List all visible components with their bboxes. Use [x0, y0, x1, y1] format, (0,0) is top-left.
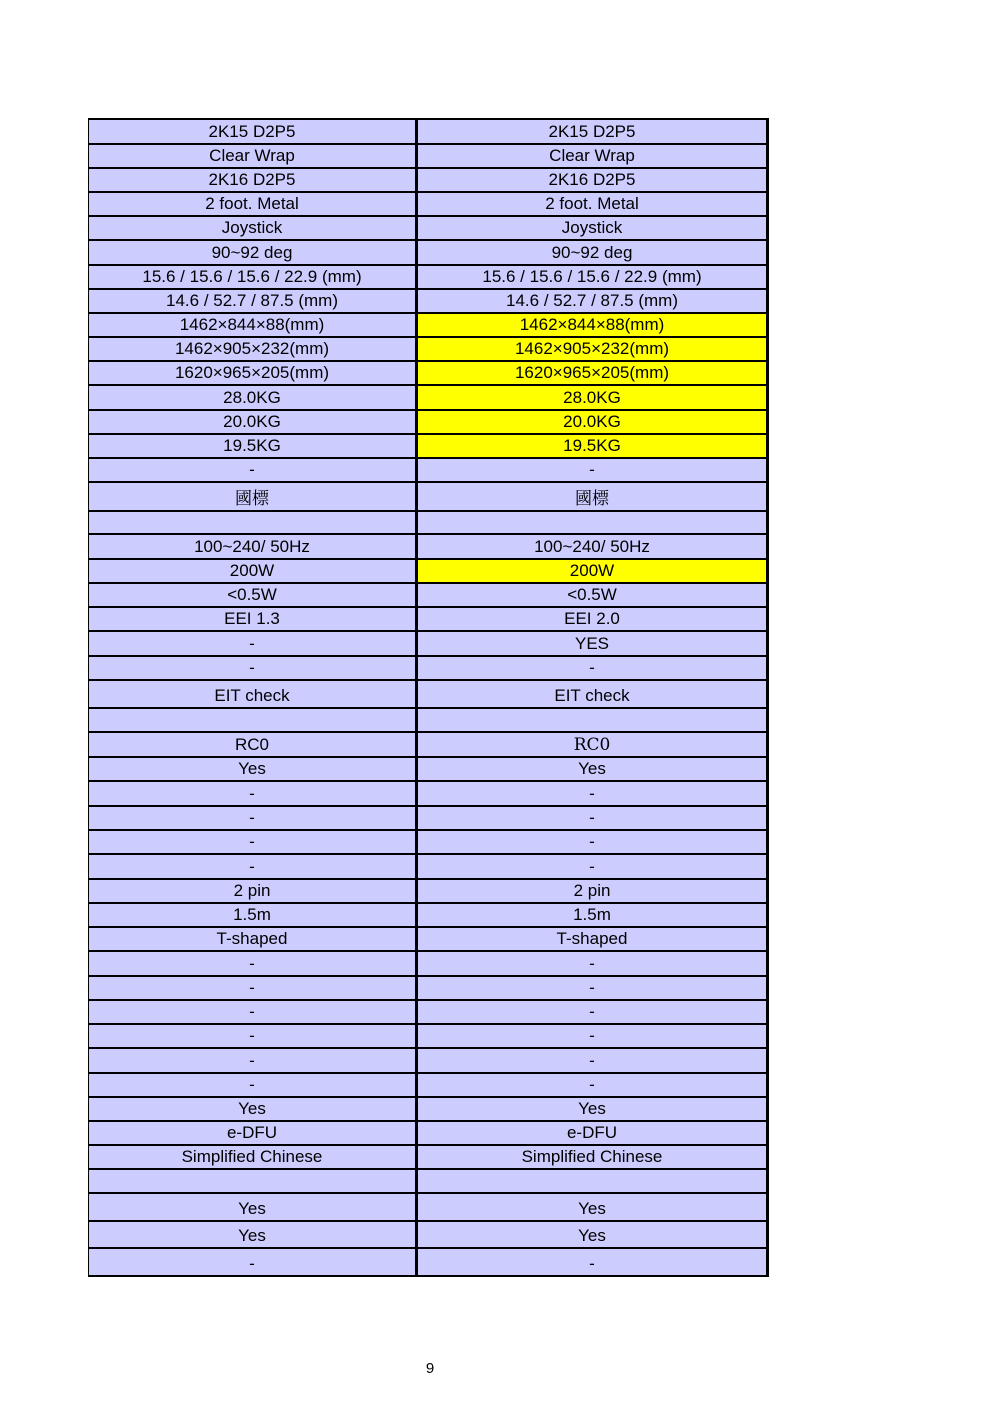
spec-cell-model-a: EEI 1.3: [89, 607, 417, 631]
spec-cell-model-a: T-shaped: [89, 927, 417, 951]
spec-cell-model-a: -: [89, 1248, 417, 1276]
table-row: [89, 631, 768, 656]
table-row: [89, 1000, 768, 1024]
spec-cell-model-a: 15.6 / 15.6 / 15.6 / 22.9 (mm): [89, 265, 417, 289]
table-row: [89, 903, 768, 927]
spec-cell-model-b: -: [417, 806, 768, 830]
spec-cell-model-b: 20.0KG: [417, 410, 768, 434]
spec-cell-model-a: Joystick: [89, 216, 417, 240]
table-row: [89, 337, 768, 361]
spec-cell-model-a: [89, 1169, 417, 1193]
table-row: [89, 1193, 768, 1221]
table-row: [89, 927, 768, 951]
spec-cell-model-b: Yes: [417, 1221, 768, 1248]
spec-cell-model-b: 1462×905×232(mm): [417, 337, 768, 361]
spec-cell-model-b: RC0: [417, 732, 768, 757]
spec-cell-model-b: [417, 511, 768, 534]
table-row: [89, 1121, 768, 1145]
spec-cell-model-b: 90~92 deg: [417, 240, 768, 265]
spec-cell-model-b: Yes: [417, 1097, 768, 1121]
spec-cell-model-a: -: [89, 951, 417, 976]
table-row: [89, 607, 768, 631]
table-row: [89, 216, 768, 240]
table-row: [89, 559, 768, 583]
spec-cell-model-b: -: [417, 1000, 768, 1024]
spec-cell-model-b: YES: [417, 631, 768, 656]
spec-cell-model-b: T-shaped: [417, 927, 768, 951]
table-row: [89, 680, 768, 708]
spec-cell-model-b: <0.5W: [417, 583, 768, 607]
spec-cell-model-a: -: [89, 976, 417, 1000]
table-row: [89, 951, 768, 976]
spec-cell-model-b: Simplified Chinese: [417, 1145, 768, 1169]
table-row: [89, 757, 768, 781]
table-row: [89, 656, 768, 680]
spec-cell-model-a: RC0: [89, 732, 417, 757]
table-row: [89, 534, 768, 559]
spec-cell-model-a: 2 foot. Metal: [89, 192, 417, 216]
spec-cell-model-b: [417, 708, 768, 732]
spec-cell-model-b: -: [417, 781, 768, 806]
table-row: [89, 806, 768, 830]
spec-comparison-table: [88, 118, 769, 1277]
spec-cell-model-a: Yes: [89, 757, 417, 781]
table-row: [89, 192, 768, 216]
spec-cell-model-a: 國標: [89, 482, 417, 511]
spec-cell-model-b: -: [417, 1048, 768, 1073]
spec-cell-model-b: 19.5KG: [417, 434, 768, 458]
spec-cell-model-a: -: [89, 1073, 417, 1097]
table-row: [89, 1221, 768, 1248]
spec-cell-model-a: e-DFU: [89, 1121, 417, 1145]
spec-cell-model-b: 15.6 / 15.6 / 15.6 / 22.9 (mm): [417, 265, 768, 289]
table-row: [89, 583, 768, 607]
spec-cell-model-a: -: [89, 806, 417, 830]
spec-cell-model-a: 2 pin: [89, 879, 417, 903]
spec-cell-model-a: [89, 708, 417, 732]
spec-cell-model-b: Joystick: [417, 216, 768, 240]
table-row: [89, 1024, 768, 1048]
table-row: [89, 1145, 768, 1169]
spec-cell-model-b: -: [417, 458, 768, 482]
spec-cell-model-a: 200W: [89, 559, 417, 583]
table-row: [89, 854, 768, 879]
spec-cell-model-b: -: [417, 1024, 768, 1048]
spec-cell-model-b: Clear Wrap: [417, 144, 768, 168]
spec-cell-model-b: EIT check: [417, 680, 768, 708]
spec-cell-model-a: -: [89, 830, 417, 854]
spec-cell-model-a: 28.0KG: [89, 385, 417, 410]
spec-cell-model-b: 2 pin: [417, 879, 768, 903]
spec-cell-model-b: Yes: [417, 1193, 768, 1221]
spec-cell-model-b: 14.6 / 52.7 / 87.5 (mm): [417, 289, 768, 313]
spec-cell-model-a: -: [89, 1024, 417, 1048]
table-row: [89, 385, 768, 410]
spec-cell-model-b: 國標: [417, 482, 768, 511]
spec-cell-model-b: 2K16 D2P5: [417, 168, 768, 192]
spec-cell-model-a: Yes: [89, 1097, 417, 1121]
spec-cell-model-b: 1620×965×205(mm): [417, 361, 768, 385]
table-row: [89, 119, 768, 144]
spec-cell-model-a: 19.5KG: [89, 434, 417, 458]
table-row: [89, 1169, 768, 1193]
spec-cell-model-b: 28.0KG: [417, 385, 768, 410]
spec-cell-model-a: Yes: [89, 1221, 417, 1248]
table-row: [89, 313, 768, 337]
spec-cell-model-a: 1620×965×205(mm): [89, 361, 417, 385]
spec-cell-model-a: Yes: [89, 1193, 417, 1221]
table-row: [89, 240, 768, 265]
spec-cell-model-a: 14.6 / 52.7 / 87.5 (mm): [89, 289, 417, 313]
spec-cell-model-b: -: [417, 830, 768, 854]
spec-cell-model-b: 2K15 D2P5: [417, 119, 768, 144]
spec-cell-model-b: Yes: [417, 757, 768, 781]
spec-table-body: [89, 119, 768, 1276]
table-row: [89, 289, 768, 313]
spec-cell-model-b: 1.5m: [417, 903, 768, 927]
spec-cell-model-a: 1462×844×88(mm): [89, 313, 417, 337]
spec-cell-model-b: 100~240/ 50Hz: [417, 534, 768, 559]
spec-cell-model-a: 2K15 D2P5: [89, 119, 417, 144]
spec-cell-model-b: -: [417, 656, 768, 680]
table-row: [89, 434, 768, 458]
spec-cell-model-a: EIT check: [89, 680, 417, 708]
spec-cell-model-b: e-DFU: [417, 1121, 768, 1145]
table-row: [89, 1097, 768, 1121]
table-row: [89, 976, 768, 1000]
spec-cell-model-b: 200W: [417, 559, 768, 583]
spec-cell-model-a: -: [89, 1048, 417, 1073]
table-row: [89, 265, 768, 289]
spec-cell-model-a: 1.5m: [89, 903, 417, 927]
spec-cell-model-b: EEI 2.0: [417, 607, 768, 631]
spec-cell-model-b: -: [417, 1248, 768, 1276]
spec-cell-model-a: -: [89, 631, 417, 656]
spec-cell-model-a: 100~240/ 50Hz: [89, 534, 417, 559]
spec-cell-model-a: [89, 511, 417, 534]
spec-cell-model-a: <0.5W: [89, 583, 417, 607]
spec-cell-model-b: 1462×844×88(mm): [417, 313, 768, 337]
spec-cell-model-b: -: [417, 1073, 768, 1097]
table-row: [89, 511, 768, 534]
table-row: [89, 361, 768, 385]
spec-cell-model-b: -: [417, 854, 768, 879]
table-row: [89, 732, 768, 757]
spec-cell-model-a: 1462×905×232(mm): [89, 337, 417, 361]
spec-cell-model-b: 2 foot. Metal: [417, 192, 768, 216]
spec-cell-model-a: -: [89, 854, 417, 879]
spec-cell-model-b: -: [417, 951, 768, 976]
spec-cell-model-b: [417, 1169, 768, 1193]
table-row: [89, 482, 768, 511]
spec-cell-model-a: -: [89, 656, 417, 680]
spec-cell-model-b: -: [417, 976, 768, 1000]
table-row: [89, 1248, 768, 1276]
table-row: [89, 168, 768, 192]
spec-cell-model-a: 2K16 D2P5: [89, 168, 417, 192]
spec-cell-model-a: -: [89, 1000, 417, 1024]
table-row: [89, 781, 768, 806]
table-row: [89, 830, 768, 854]
page-number: 9: [425, 1360, 435, 1377]
table-row: [89, 708, 768, 732]
spec-cell-model-a: 20.0KG: [89, 410, 417, 434]
spec-cell-model-a: -: [89, 458, 417, 482]
table-row: [89, 144, 768, 168]
spec-cell-model-a: 90~92 deg: [89, 240, 417, 265]
table-row: [89, 458, 768, 482]
table-row: [89, 1048, 768, 1073]
table-row: [89, 410, 768, 434]
table-row: [89, 1073, 768, 1097]
table-row: [89, 879, 768, 903]
spec-cell-model-a: Simplified Chinese: [89, 1145, 417, 1169]
spec-cell-model-a: Clear Wrap: [89, 144, 417, 168]
spec-cell-model-a: -: [89, 781, 417, 806]
